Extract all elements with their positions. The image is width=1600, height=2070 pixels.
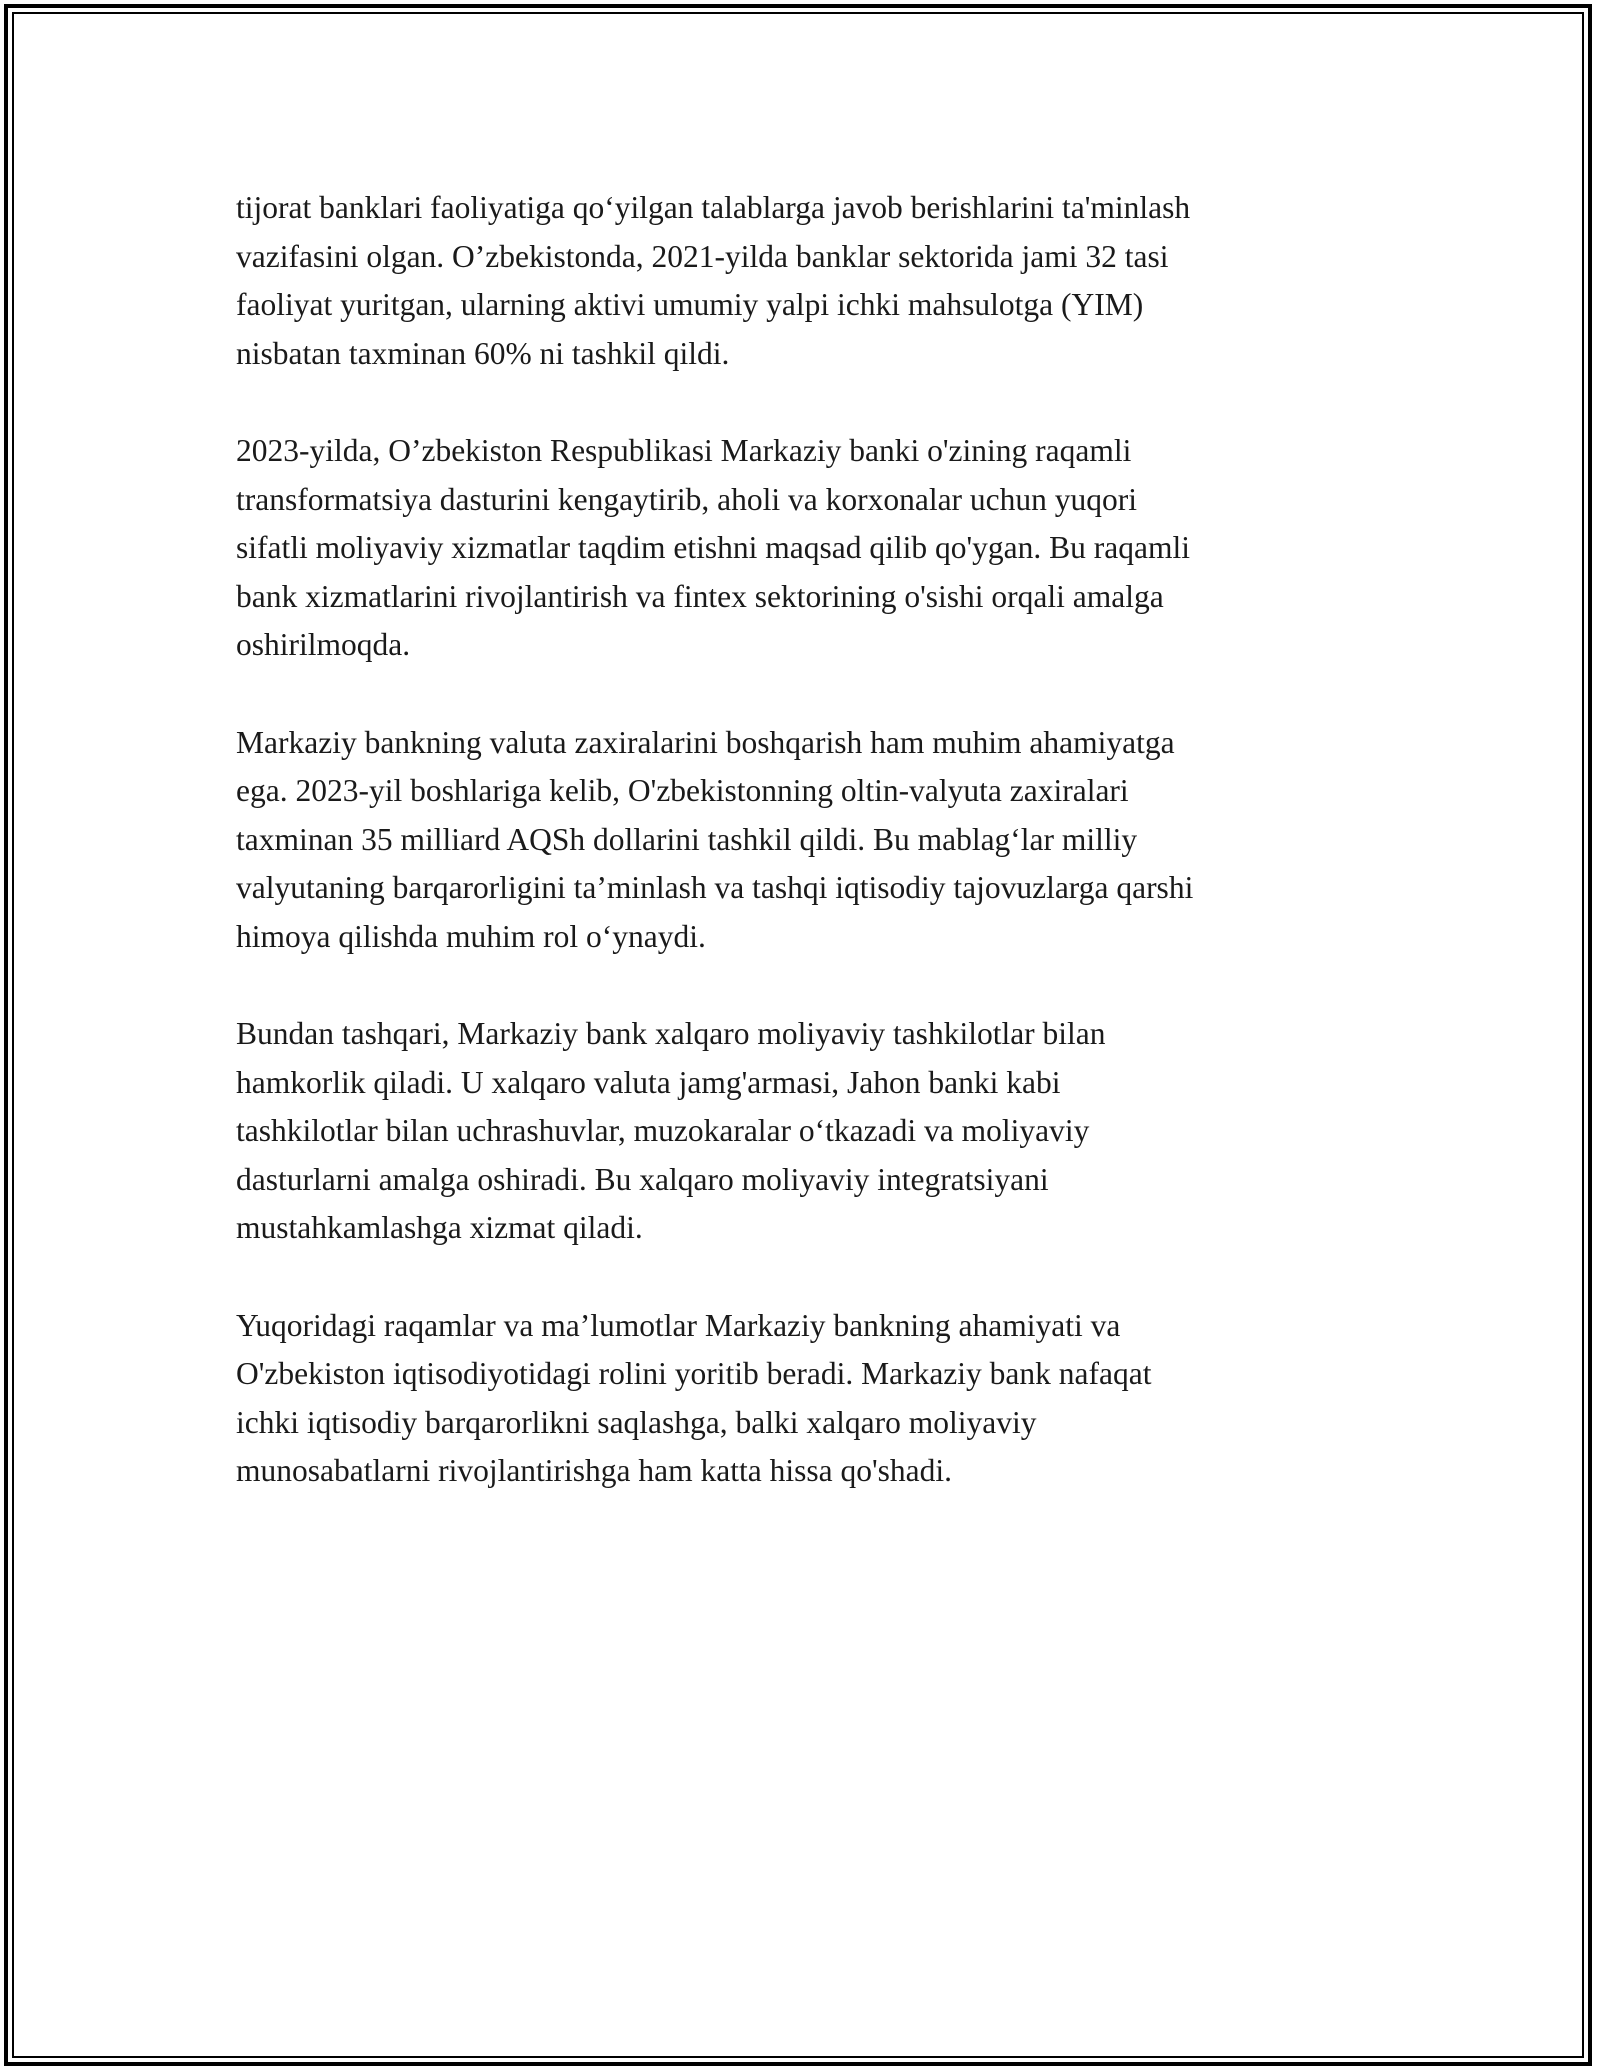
paragraph-5 [236, 1302, 1376, 1496]
text-line: tijorat banklari faoliyatiga qo‘yilgan talablarga javob berishlarini ta'minlash [236, 190, 1191, 225]
text-line: munosabatlarni rivojlantirishga ham katta hissa qo'shadi. [236, 1453, 953, 1489]
text-line: vazifasini olgan. O’zbekistonda, 2021-yilda banklar sektorida jami 32 tasi [236, 238, 1169, 274]
text-line: faoliyat yuritgan, ularning aktivi umumiy yalpi ichki mahsulotga (YIM) [236, 287, 1144, 323]
paragraph-1 [236, 184, 1376, 378]
text-line: O'zbekiston iqtisodiyotidagi rolini yoritib beradi. Markaziy bank nafaqat [236, 1356, 1152, 1392]
text-line: valyutaning barqarorligini ta’minlash va tashqi iqtisodiy tajovuzlarga qarshi [236, 870, 1194, 906]
text-line: ichki iqtisodiy barqarorlikni saqlashga, balki xalqaro moliyaviy [236, 1404, 1037, 1440]
text-line: himoya qilishda muhim rol o‘ynaydi. [236, 918, 706, 954]
text-line: bank xizmatlarini rivojlantirish va fintex sektorining o'sishi orqali amalga [236, 578, 1164, 614]
text-line: Yuqoridagi raqamlar va ma’lumotlar Markaziy bankning ahamiyati va [236, 1307, 1121, 1343]
text-line: taxminan 35 milliard AQSh dollarini tashkil qildi. Bu mablag‘lar milliy [236, 821, 1138, 857]
paragraph-3 [236, 719, 1376, 962]
text-line: 2023-yilda, O’zbekiston Respublikasi Markaziy banki o'zining raqamli [236, 432, 1132, 468]
document-body [236, 184, 1376, 1545]
text-line: mustahkamlashga xizmat qiladi. [236, 1210, 643, 1246]
paragraph-2 [236, 427, 1376, 670]
text-line: sifatli moliyaviy xizmatlar taqdim etishni maqsad qilib qo'ygan. Bu raqamli [236, 530, 1190, 566]
text-line: ega. 2023-yil boshlariga kelib, O'zbekistonning oltin-valyuta zaxiralari [236, 773, 1129, 809]
text-line: Bundan tashqari, Markaziy bank xalqaro moliyaviy tashkilotlar bilan [236, 1016, 1106, 1052]
text-line: transformatsiya dasturini kengaytirib, aholi va korxonalar uchun yuqori [236, 481, 1138, 517]
paragraph-4 [236, 1010, 1376, 1253]
text-line: tashkilotlar bilan uchrashuvlar, muzokaralar o‘tkazadi va moliyaviy [236, 1113, 1090, 1149]
text-line: oshirilmoqda. [236, 627, 411, 663]
text-line: dasturlarni amalga oshiradi. Bu xalqaro moliyaviy integratsiyani [236, 1161, 1049, 1197]
text-line: hamkorlik qiladi. U xalqaro valuta jamg'armasi, Jahon banki kabi [236, 1064, 1061, 1100]
text-line: nisbatan taxminan 60% ni tashkil qildi. [236, 335, 730, 371]
text-line: Markaziy bankning valuta zaxiralarini boshqarish ham muhim ahamiyatga [236, 724, 1175, 760]
